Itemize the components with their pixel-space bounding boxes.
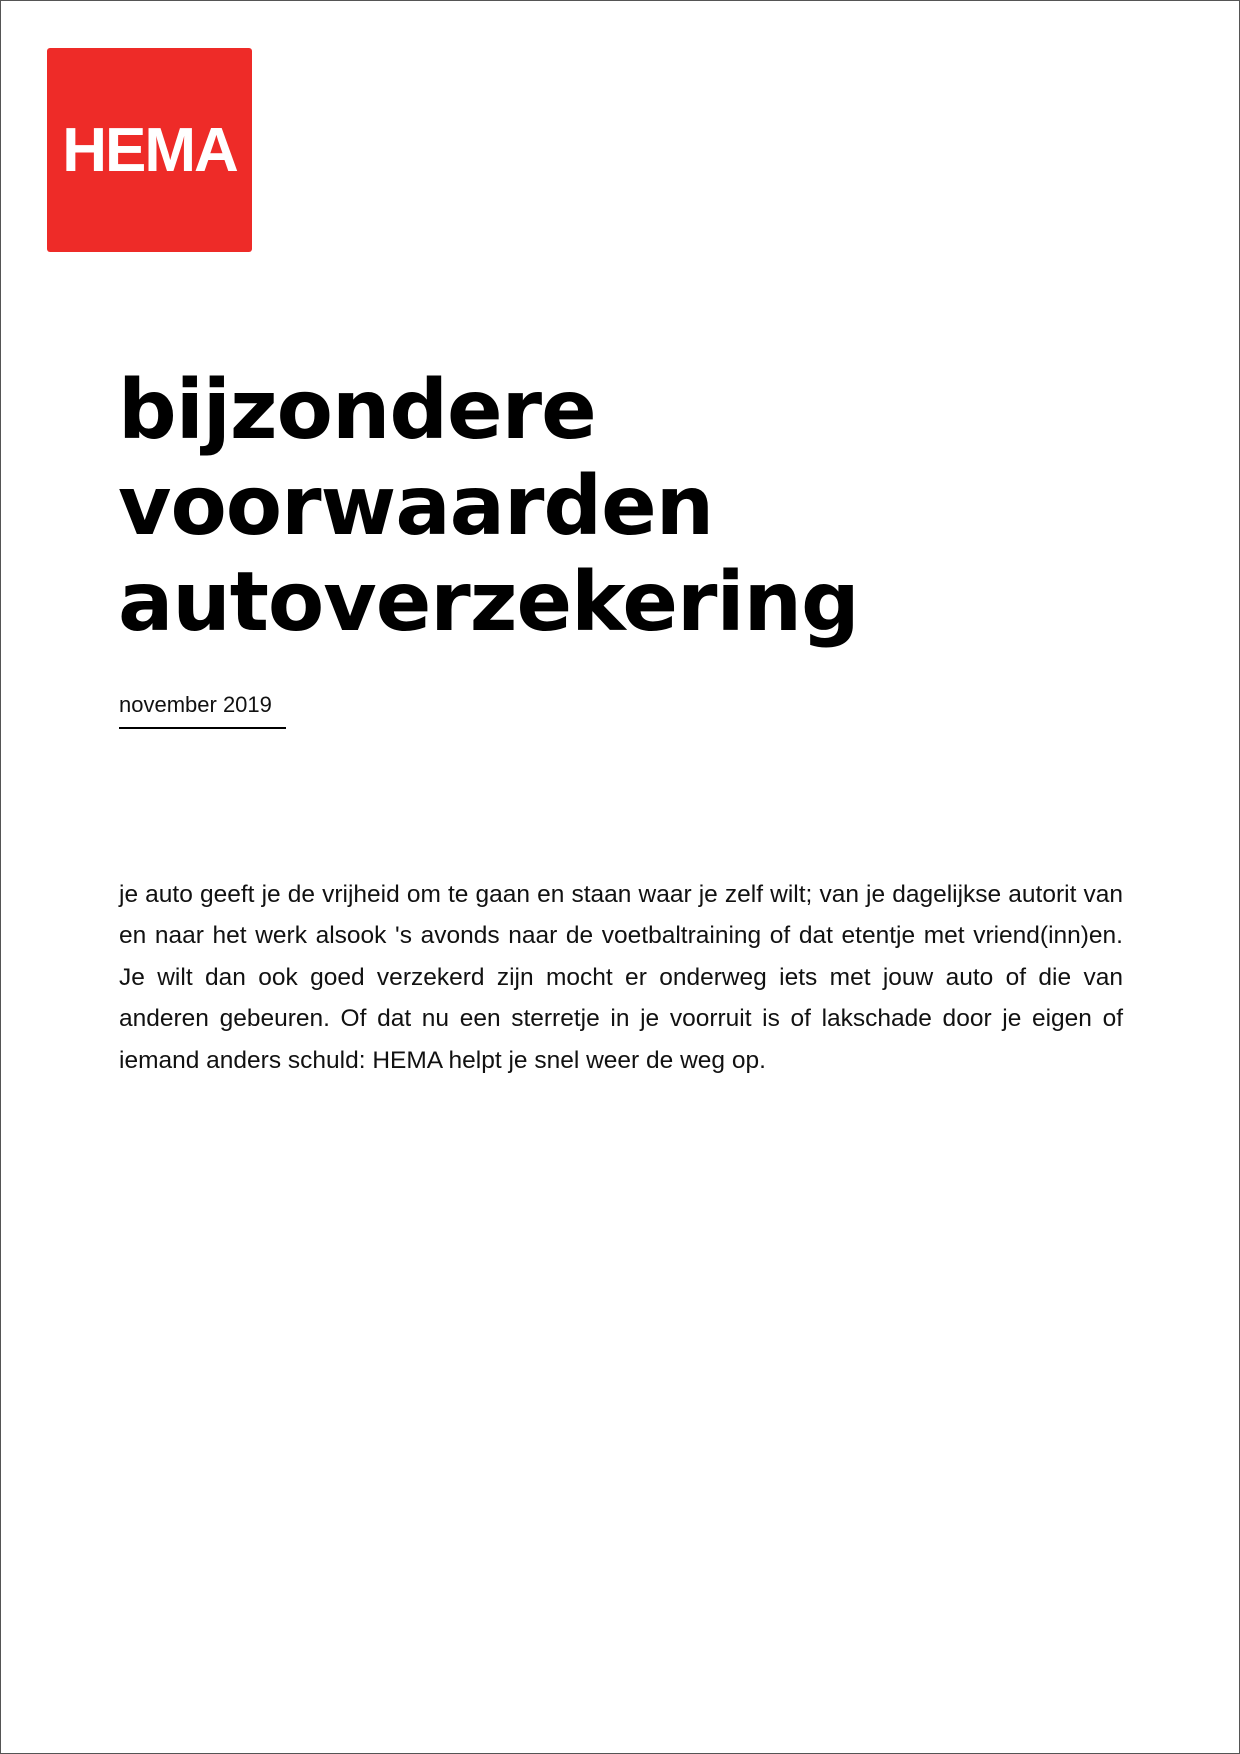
logo-text: HEMA xyxy=(62,116,237,185)
document-date: november 2019 xyxy=(119,692,272,717)
date-underline xyxy=(119,727,286,729)
title-line-3: autoverzekering xyxy=(118,555,859,650)
title-line-2: voorwaarden xyxy=(118,459,714,554)
intro-paragraph: je auto geeft je de vrijheid om te gaan en staan waar je zelf wilt; van je dagelijkse autorit van en naar het werk alsook 's avonds naar de voetbaltraining of dat etentje met vriend(inn)en. Je wilt dan ook goed verzekerd zijn mocht er onderweg iets met jouw auto of die van anderen gebeuren. Of dat nu een sterretje in je voorruit is of lakschade door je eigen of iemand anders schuld: HEMA helpt je snel weer de weg op. xyxy=(119,881,1123,1074)
hema-logo xyxy=(47,48,252,252)
title-line-1: bijzondere xyxy=(118,363,596,458)
document-title xyxy=(118,363,859,651)
